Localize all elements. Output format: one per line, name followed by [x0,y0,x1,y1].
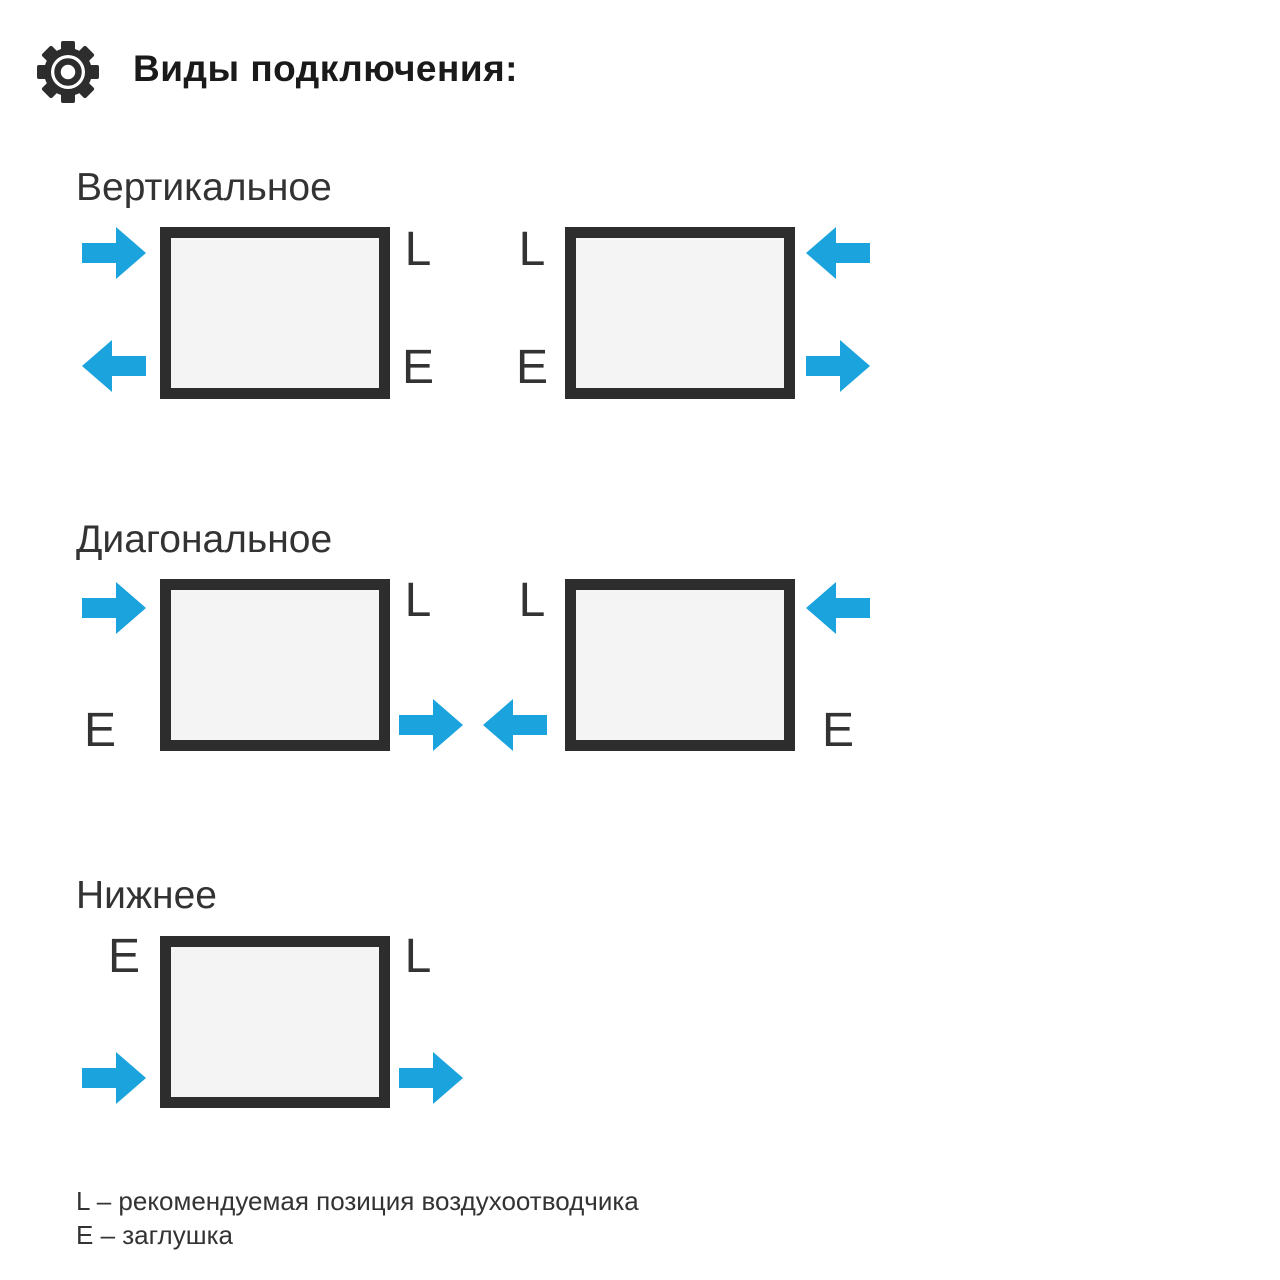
arrow-left-icon [483,699,547,751]
legend-line-plug: E – заглушка [76,1220,233,1250]
arrow-right-icon [82,582,146,634]
port-label-vent: L [518,223,546,276]
arrow-left-icon [806,582,870,634]
port-label-vent: L [404,930,432,983]
arrow-right-icon [399,1052,463,1104]
radiator-diagonal-right [565,579,795,751]
port-label-plug: E [83,704,116,757]
port-label-vent: L [518,574,546,627]
arrow-right-icon [82,1052,146,1104]
arrow-left-icon [82,340,146,392]
radiator-vertical-left [160,227,390,399]
section-title-vertical: Вертикальное [76,166,332,209]
radiator-vertical-right [565,227,795,399]
arrow-left-icon [806,227,870,279]
arrow-right-icon [399,699,463,751]
legend-line-vent: L – рекомендуемая позиция воздухоотводчика [76,1186,639,1216]
section-title-diagonal: Диагональное [76,518,333,561]
port-label-plug: E [515,341,548,394]
port-label-plug: E [107,930,140,983]
port-label-plug: E [401,341,434,394]
radiator-bottom [160,936,390,1108]
port-label-vent: L [404,223,432,276]
radiator-diagonal-left [160,579,390,751]
arrow-right-icon [806,340,870,392]
gear-icon [36,40,100,104]
port-label-plug: E [821,704,854,757]
port-label-vent: L [404,574,432,627]
page-title: Виды подключения: [133,48,519,89]
arrow-right-icon [82,227,146,279]
section-title-bottom: Нижнее [76,874,217,917]
